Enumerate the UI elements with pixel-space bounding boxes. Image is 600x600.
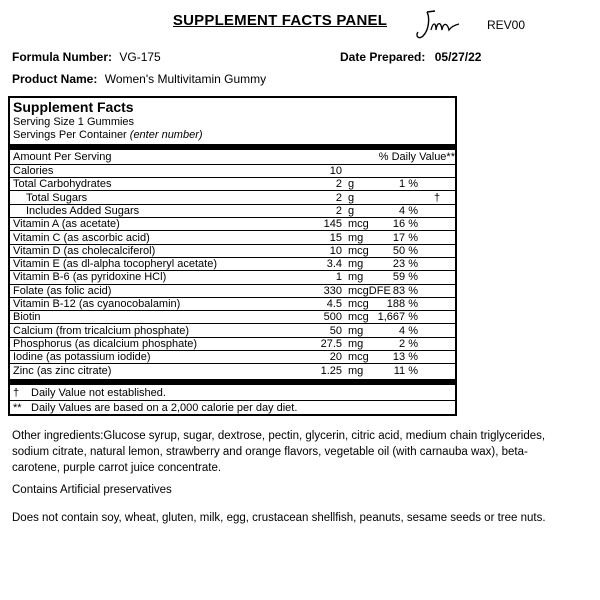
nutrient-name: Zinc (as zinc citrate) (13, 364, 112, 377)
nutrient-daily-value: 83 % (392, 284, 418, 297)
nutrient-name: Vitamin A (as acetate) (13, 218, 120, 231)
nutrient-name: Calories (13, 165, 54, 177)
servings-per-container (13, 129, 203, 141)
nutrient-amount: 4.5 (326, 298, 342, 310)
nutrient-unit: mcg (348, 311, 369, 324)
nutrient-name: Vitamin D (as cholecalciferol) (13, 244, 156, 257)
nutrient-amount: 2 (335, 191, 342, 204)
nutrient-daily-value: 4 % (399, 204, 418, 217)
nutrient-name: Vitamin B-12 (as cyanocobalamin) (13, 298, 181, 310)
nutrient-row (10, 325, 455, 338)
nutrient-unit: mg (348, 364, 364, 377)
servings-per-container-value: (enter number) (129, 129, 203, 141)
nutrient-row (10, 232, 455, 245)
nutrient-row (10, 205, 455, 218)
nutrient-amount: 1 (335, 271, 342, 284)
footnote-not-established-text: Daily Value not established. (31, 387, 166, 399)
nutrient-name: Includes Added Sugars (26, 204, 140, 217)
nutrient-daily-value: 188 % (386, 298, 418, 310)
amount-per-serving-header: Amount Per Serving (13, 151, 112, 163)
nutrient-row (10, 338, 455, 351)
formula-number-label: Formula Number: (12, 50, 113, 64)
nutrient-name: Vitamin C (as ascorbic acid) (13, 231, 150, 244)
thick-rule-top (10, 144, 455, 150)
nutrient-amount: 15 (329, 231, 342, 244)
nutrient-daily-value: 13 % (392, 351, 418, 364)
nutrient-daily-value: 23 % (392, 258, 418, 271)
signature-initials (413, 8, 461, 42)
product-name (12, 72, 266, 86)
nutrient-daily-value: 50 % (392, 244, 418, 257)
nutrient-row (10, 245, 455, 258)
nutrient-amount: 3.4 (326, 258, 342, 271)
nutrient-amount: 10 (329, 165, 342, 177)
nutrient-daily-value: 1,667 % (377, 311, 418, 324)
nutrient-amount: 145 (323, 218, 342, 231)
preservatives-statement: Contains Artificial preservatives (12, 484, 172, 496)
nutrient-amount: 500 (323, 311, 342, 324)
nutrient-unit: g (348, 204, 355, 217)
footnote-calorie-basis (13, 402, 297, 415)
nutrient-amount: 10 (329, 244, 342, 257)
supplement-facts-panel (8, 96, 457, 416)
nutrient-name: Total Carbohydrates (13, 178, 112, 191)
nutrient-unit: mcg (348, 351, 369, 364)
nutrient-unit: mcgDFE (348, 284, 391, 297)
nutrient-amount: 27.5 (320, 337, 342, 350)
daily-value-header: % Daily Value** (378, 151, 455, 163)
other-ingredients: Other ingredients:Glucose syrup, sugar, dextrose, pectin, glycerin, citric acid, medium chain triglycerides, sodium citrate, natural lemon, strawberry and orange flavors, vegetable oil (with carnauba wax), beta-carotene, purple carrot juice concentrate. (12, 430, 546, 474)
nutrient-name: Vitamin B-6 (as pyridoxine HCl) (13, 271, 167, 284)
nutrient-daily-value: † (434, 191, 441, 204)
formula-number (12, 50, 161, 64)
nutrient-name: Total Sugars (26, 191, 88, 204)
nutrient-name: Iodine (as potassium iodide) (13, 351, 151, 364)
nutrient-row (10, 192, 455, 205)
nutrient-unit: mg (348, 258, 364, 271)
nutrient-row (10, 285, 455, 298)
nutrient-daily-value: 17 % (392, 231, 418, 244)
nutrient-row (10, 271, 455, 284)
nutrient-amount: 2 (335, 204, 342, 217)
nutrient-daily-value: 2 % (399, 337, 418, 350)
nutrient-row (10, 218, 455, 231)
allergen-statement: Does not contain soy, wheat, gluten, milk, egg, crustacean shellfish, peanuts, sesame seeds or tree nuts. (12, 512, 546, 524)
nutrient-name: Vitamin E (as dl-alpha tocopheryl acetate) (13, 258, 218, 271)
panel-title: Supplement Facts (13, 99, 134, 115)
nutrient-unit: mg (348, 337, 364, 350)
nutrient-name: Phosphorus (as dicalcium phosphate) (13, 337, 198, 350)
nutrient-daily-value: 59 % (392, 271, 418, 284)
nutrient-unit: mcg (348, 244, 369, 257)
nutrient-unit: g (348, 178, 355, 191)
nutrient-row (10, 165, 455, 178)
formula-number-value: VG-175 (119, 50, 161, 64)
nutrient-row (10, 258, 455, 271)
nutrient-unit: g (348, 191, 355, 204)
footnote-not-established (13, 387, 166, 400)
nutrient-amount: 330 (323, 284, 342, 297)
nutrient-unit: mg (348, 271, 364, 284)
nutrient-row (10, 178, 455, 191)
footnote-rule (10, 400, 455, 401)
product-name-label: Product Name: (12, 72, 98, 86)
footnote-calorie-basis-text: Daily Values are based on a 2,000 calorie per day diet. (31, 402, 298, 414)
dagger-mark: † (13, 387, 20, 399)
nutrient-name: Folate (as folic acid) (13, 284, 112, 297)
date-prepared-value: 05/27/22 (434, 50, 482, 64)
nutrient-amount: 20 (329, 351, 342, 364)
double-asterisk-mark: ** (13, 402, 22, 414)
nutrient-unit: mg (348, 324, 364, 337)
product-name-value: Women's Multivitamin Gummy (104, 72, 267, 86)
nutrient-name: Calcium (from tricalcium phosphate) (13, 324, 190, 337)
nutrient-unit: mcg (348, 218, 369, 231)
nutrient-daily-value: 16 % (392, 218, 418, 231)
nutrient-amount: 2 (335, 178, 342, 191)
nutrient-row (10, 365, 455, 378)
date-prepared-label: Date Prepared: (340, 50, 426, 64)
nutrient-amount: 1.25 (320, 364, 342, 377)
nutrient-unit: mg (348, 231, 364, 244)
page-title: SUPPLEMENT FACTS PANEL (172, 12, 388, 29)
servings-per-container-label: Servings Per Container (13, 129, 130, 141)
nutrient-daily-value: 1 % (399, 178, 418, 191)
date-prepared (340, 50, 481, 64)
nutrient-unit: mcg (348, 298, 369, 310)
nutrient-amount: 50 (329, 324, 342, 337)
nutrient-row (10, 298, 455, 311)
nutrient-daily-value: 11 % (393, 364, 418, 377)
nutrient-name: Biotin (13, 311, 41, 324)
nutrient-daily-value: 4 % (399, 324, 418, 337)
nutrient-row (10, 311, 455, 324)
revision-label: REV00 (487, 18, 526, 32)
nutrient-row (10, 351, 455, 364)
thick-rule-bottom (10, 379, 455, 385)
serving-size: Serving Size 1 Gummies (13, 116, 135, 128)
